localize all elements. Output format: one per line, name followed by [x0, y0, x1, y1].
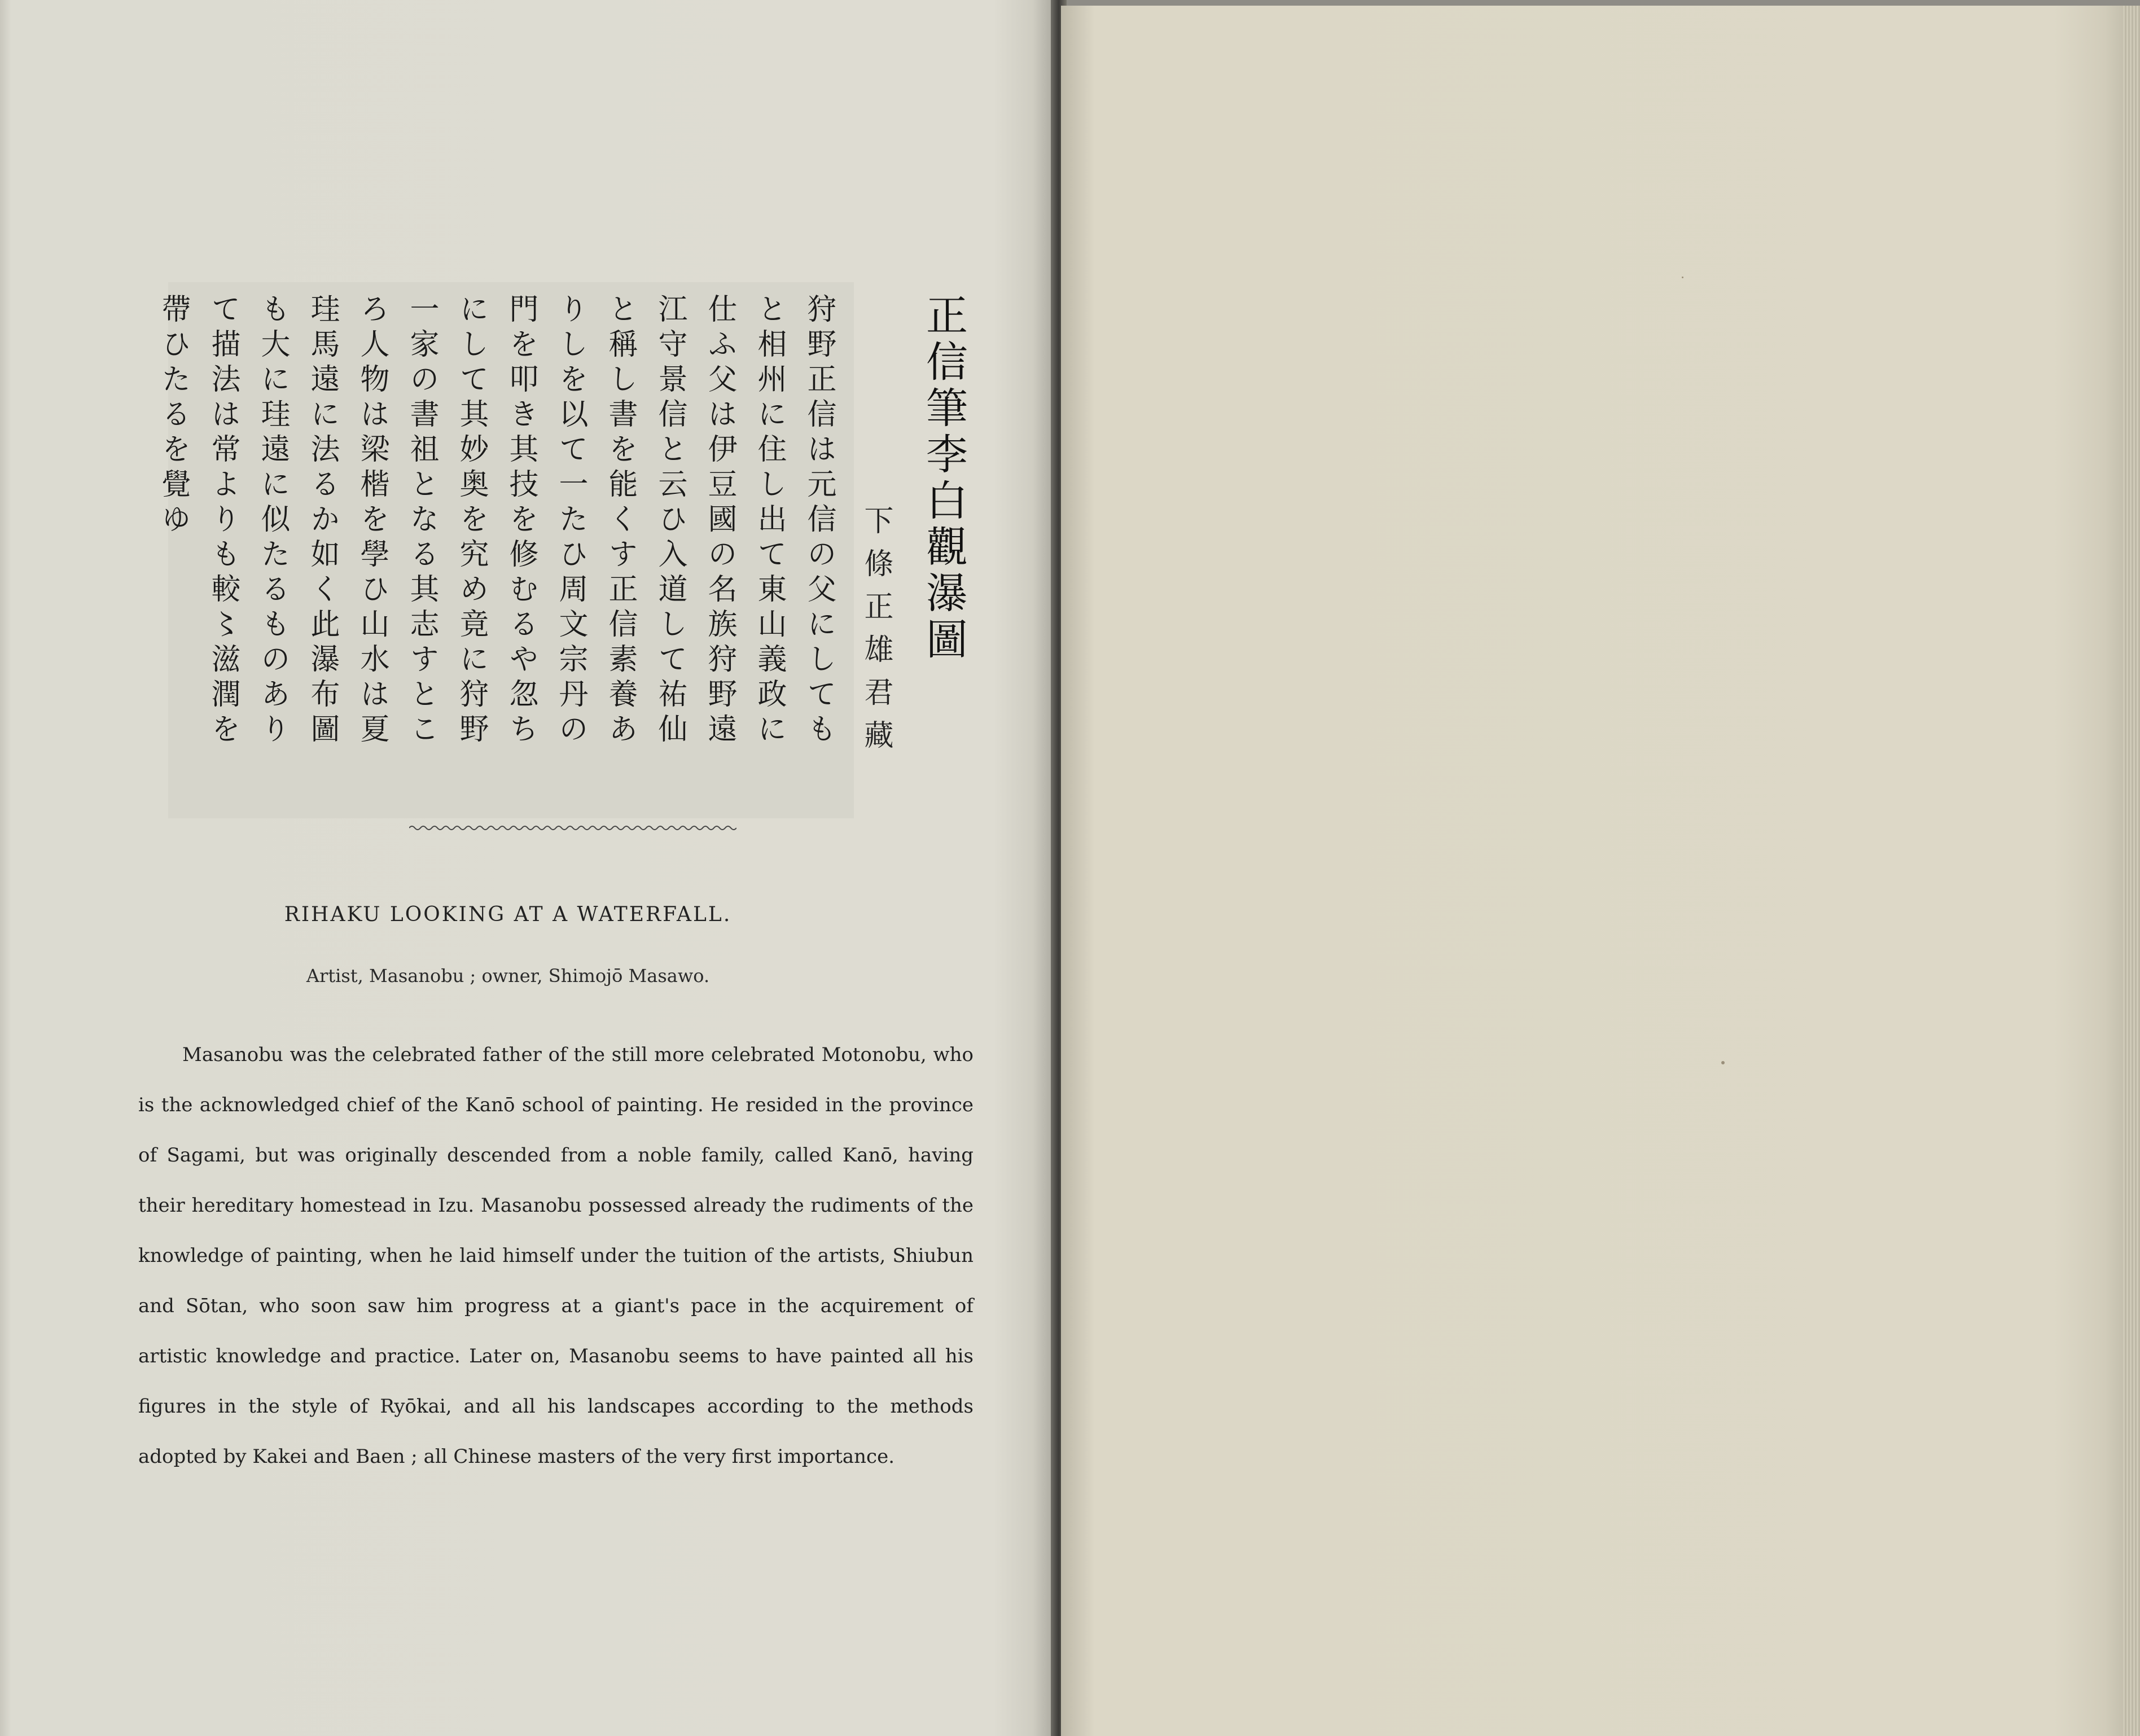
wavy-divider	[409, 824, 736, 832]
paper-speck	[1682, 277, 1683, 278]
page-edges	[2123, 6, 2140, 1736]
english-body-text: Masanobu was the celebrated father of the still more celebrated Motonobu, who is the acknowledged chief of the Kanō school of painting. He resided in the province of Sagami, but was originally descended from a noble family, called Kanō, having their hereditary homestead in Izu. Masanobu possessed already the rudiments of the knowledge of painting, when he laid himself under the tuition of the artists, Shiubun and Sōtan, who soon saw him progress at a giant's pace in the acquirement of artistic knowledge and practice. Later on, Masanobu seems to have painted all his figures in the style of Ryōkai, and all his landscapes according to the methods adopted by Kakei and Baen ; all Chinese masters of the very first importance.	[138, 1044, 973, 1468]
right-page-blank	[1061, 6, 2140, 1736]
english-title: RIHAKU LOOKING AT A WATERFALL.	[284, 903, 732, 926]
japanese-body-text: 狩野正信は元信の父にしてもと相州に住し出て東山義政に仕ふ父は伊豆國の名族狩野遠江守景信と云ひ入道して祐仙と稱し書を能くす正信素養ありしを以て一たひ周文宗丹の門を叩き其技を修むるや忽ちにして其妙奥を究め竟に狩野一家の書祖となる其志すところ人物は梁楷を學ひ山水は夏珪馬遠に法るか如く此瀑布圖も大に珪遠に似たるものありて描法は常よりも較〻滋潤を帶ひたるを覺ゆ	[156, 293, 836, 748]
paper-speck	[1721, 1061, 1725, 1064]
english-credit: Artist, Masanobu ; owner, Shimojō Masawo.	[306, 965, 710, 987]
japanese-title: 正信筆李白觀瀑圖	[919, 293, 968, 664]
left-page	[0, 0, 1055, 1736]
japanese-owner-credit: 下條正雄君藏	[859, 505, 893, 762]
